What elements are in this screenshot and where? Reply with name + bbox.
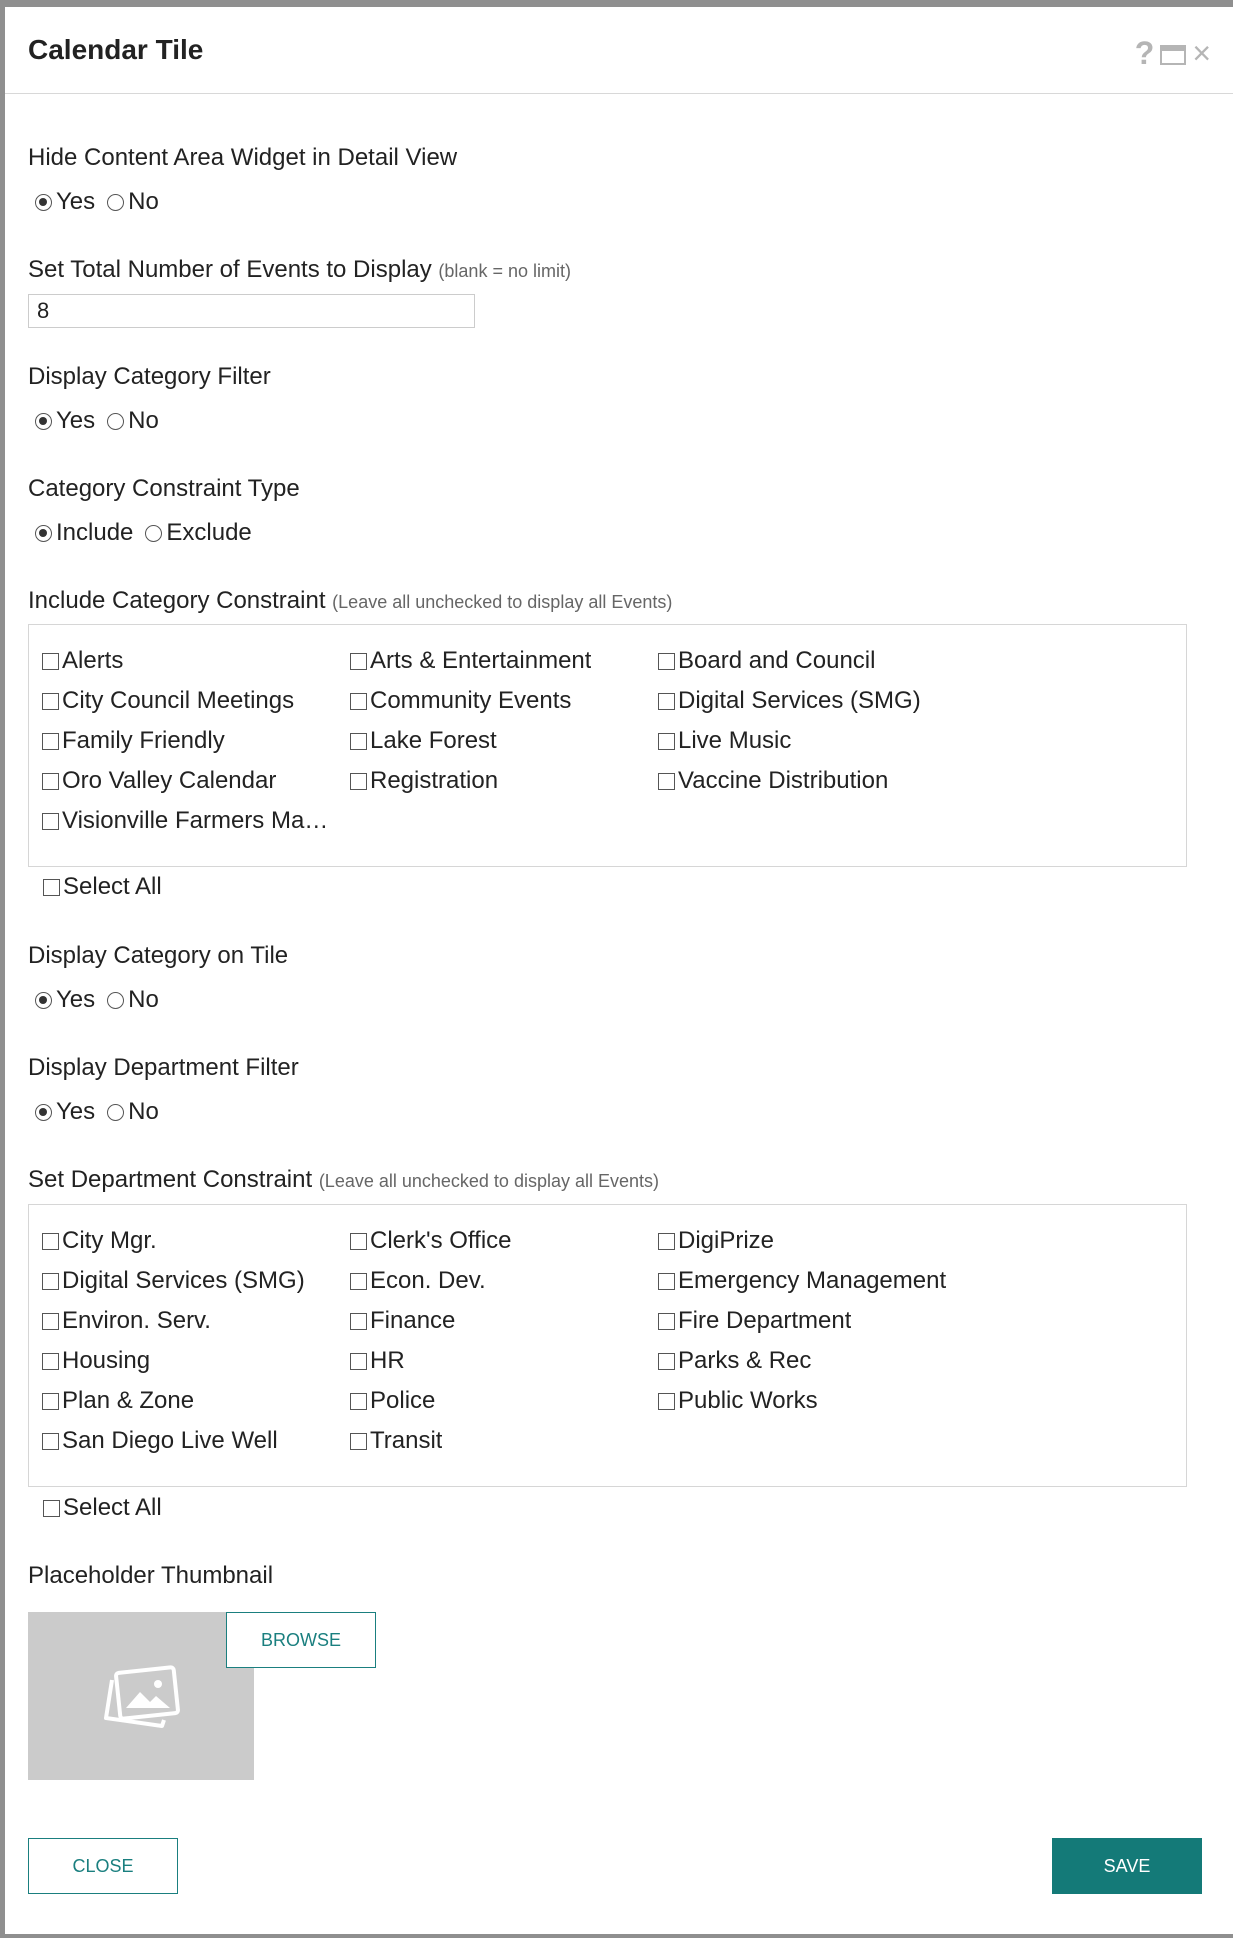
include-category-hint: (Leave all unchecked to display all Events): [332, 592, 673, 612]
option-label: Yes: [56, 1098, 96, 1125]
department-select-all[interactable]: [43, 1494, 162, 1522]
category-on-tile-no-option[interactable]: [107, 986, 159, 1014]
select-all-checkbox[interactable]: [43, 1500, 60, 1517]
total-events-input[interactable]: [28, 294, 475, 328]
dialog-title: Calendar Tile: [28, 34, 204, 65]
option-label: No: [128, 986, 159, 1013]
checkbox[interactable]: [42, 653, 59, 670]
checkbox-item[interactable]: [42, 807, 342, 835]
category-filter-no-option[interactable]: [107, 407, 159, 435]
checkbox[interactable]: [350, 773, 367, 790]
checkbox-item[interactable]: [42, 1267, 342, 1295]
checkbox[interactable]: [350, 1233, 367, 1250]
checkbox-item[interactable]: [350, 727, 650, 755]
option-label: Exclude: [166, 519, 252, 546]
checkbox[interactable]: [350, 1433, 367, 1450]
calendar-tile-dialog: [5, 7, 1233, 1934]
radio-include[interactable]: [35, 525, 52, 542]
checkbox-label: Vaccine Distribution: [678, 767, 889, 794]
department-filter-label-text: Display Department Filter: [28, 1054, 299, 1081]
checkbox-item[interactable]: [42, 1347, 342, 1375]
checkbox-label: Board and Council: [678, 647, 876, 674]
include-category-select-all[interactable]: [43, 873, 162, 901]
option-label: No: [128, 407, 159, 434]
checkbox-label: Alerts: [62, 647, 124, 674]
hide-widget-label-text: Hide Content Area Widget in Detail View: [28, 144, 458, 171]
checkbox[interactable]: [42, 813, 59, 830]
checkbox[interactable]: [42, 1353, 59, 1370]
checkbox-item[interactable]: [658, 1387, 958, 1415]
radio-no[interactable]: [107, 413, 124, 430]
checkbox-item[interactable]: [350, 687, 650, 715]
department-constraint-label: [28, 1166, 659, 1194]
constraint-type-label-text: Category Constraint Type: [28, 475, 300, 502]
total-events-hint: (blank = no limit): [438, 261, 571, 281]
checkbox-label: DigiPrize: [678, 1227, 775, 1254]
select-all-label: Select All: [63, 1494, 162, 1521]
checkbox[interactable]: [350, 733, 367, 750]
checkbox-item[interactable]: [658, 1267, 958, 1295]
checkbox-item[interactable]: [350, 1387, 650, 1415]
checkbox-item[interactable]: [42, 1427, 342, 1455]
checkbox-label: Community Events: [370, 687, 572, 714]
checkbox[interactable]: [658, 693, 675, 710]
checkbox-label: Family Friendly: [62, 727, 225, 754]
checkbox-item[interactable]: [658, 1347, 958, 1375]
select-all-checkbox[interactable]: [43, 879, 60, 896]
department-constraint-box: [28, 1204, 1187, 1487]
thumbnail-placeholder: [28, 1612, 254, 1780]
include-category-box: [28, 624, 1187, 867]
total-events-label-text: Set Total Number of Events to Display: [28, 256, 432, 283]
checkbox-item[interactable]: [350, 1267, 650, 1295]
department-constraint-grid: [42, 1205, 1186, 1486]
checkbox-item[interactable]: [658, 727, 958, 755]
radio-no[interactable]: [107, 992, 124, 1009]
checkbox-item[interactable]: [350, 1427, 650, 1455]
close-button[interactable]: CLOSE: [28, 1838, 178, 1894]
checkbox-item[interactable]: [42, 1387, 342, 1415]
option-label: No: [128, 188, 159, 215]
include-category-label: [28, 587, 672, 615]
option-label: No: [128, 1098, 159, 1125]
checkbox-label: City Council Meetings: [62, 687, 295, 714]
help-icon[interactable]: ?: [1134, 35, 1155, 71]
checkbox[interactable]: [658, 653, 675, 670]
radio-no[interactable]: [107, 1104, 124, 1121]
checkbox-label: Transit: [370, 1427, 443, 1454]
hide-widget-radio-group: [35, 188, 171, 216]
checkbox[interactable]: [350, 1353, 367, 1370]
checkbox-item[interactable]: [350, 1227, 650, 1255]
checkbox[interactable]: [658, 1233, 675, 1250]
radio-yes[interactable]: [35, 413, 52, 430]
include-category-grid: [42, 625, 1186, 866]
radio-exclude[interactable]: [145, 525, 162, 542]
checkbox[interactable]: [658, 1273, 675, 1290]
checkbox-item[interactable]: [42, 727, 342, 755]
checkbox[interactable]: [42, 693, 59, 710]
checkbox-item[interactable]: [350, 1307, 650, 1335]
thumbnail-label-text: Placeholder Thumbnail: [28, 1562, 274, 1589]
checkbox-label: Arts & Entertainment: [370, 647, 592, 674]
checkbox-label: San Diego Live Well: [62, 1427, 278, 1454]
checkbox-item[interactable]: [42, 647, 342, 675]
checkbox-label: Parks & Rec: [678, 1347, 812, 1374]
constraint-type-label: [28, 475, 300, 503]
checkbox-label: Housing: [62, 1347, 151, 1374]
checkbox-label: Fire Department: [678, 1307, 852, 1334]
category-filter-label-text: Display Category Filter: [28, 363, 271, 390]
checkbox-label: Finance: [370, 1307, 456, 1334]
close-icon[interactable]: ×: [1192, 35, 1211, 71]
constraint-include-option[interactable]: [35, 519, 133, 547]
checkbox[interactable]: [350, 653, 367, 670]
department-constraint-label-text: Set Department Constraint: [28, 1166, 313, 1193]
checkbox[interactable]: [42, 733, 59, 750]
maximize-icon[interactable]: [1160, 45, 1186, 65]
checkbox[interactable]: [658, 773, 675, 790]
checkbox[interactable]: [658, 733, 675, 750]
radio-no[interactable]: [107, 194, 124, 211]
total-events-label: [28, 256, 571, 284]
category-on-tile-label-text: Display Category on Tile: [28, 942, 289, 969]
header-icons: [1135, 37, 1211, 69]
option-label: Yes: [56, 986, 96, 1013]
hide-widget-no-option[interactable]: [107, 188, 159, 216]
browse-button[interactable]: BROWSE: [226, 1612, 376, 1668]
category-filter-label: [28, 363, 271, 391]
checkbox[interactable]: [658, 1313, 675, 1330]
hide-widget-yes-option[interactable]: [35, 188, 95, 216]
department-constraint-hint: (Leave all unchecked to display all Events): [318, 1171, 660, 1191]
checkbox-label: Live Music: [678, 727, 792, 754]
checkbox-label: Public Works: [678, 1387, 818, 1414]
checkbox-item[interactable]: [658, 1307, 958, 1335]
department-filter-label: [28, 1054, 299, 1082]
checkbox[interactable]: [42, 1433, 59, 1450]
hide-widget-label: [28, 144, 457, 172]
checkbox[interactable]: [350, 1313, 367, 1330]
checkbox-label: Police: [370, 1387, 436, 1414]
constraint-type-radio-group: [35, 519, 264, 547]
option-label: Yes: [56, 188, 96, 215]
select-all-label: Select All: [63, 873, 162, 900]
checkbox-label: Lake Forest: [370, 727, 497, 754]
checkbox-item[interactable]: [658, 647, 958, 675]
dialog-header: [5, 7, 1233, 94]
include-category-label-text: Include Category Constraint: [28, 587, 326, 614]
checkbox-label: Econ. Dev.: [370, 1267, 486, 1294]
checkbox-item[interactable]: [658, 687, 958, 715]
radio-yes[interactable]: [35, 1104, 52, 1121]
department-filter-no-option[interactable]: [107, 1098, 159, 1126]
checkbox-item[interactable]: [350, 767, 650, 795]
option-label: Yes: [56, 407, 96, 434]
checkbox[interactable]: [42, 1273, 59, 1290]
checkbox-label: Digital Services (SMG): [678, 687, 921, 714]
checkbox-item[interactable]: [658, 767, 958, 795]
checkbox-label: Emergency Management: [678, 1267, 947, 1294]
checkbox-item[interactable]: [42, 687, 342, 715]
category-on-tile-label: [28, 942, 288, 970]
checkbox[interactable]: [350, 1273, 367, 1290]
checkbox-item[interactable]: [350, 1347, 650, 1375]
checkbox[interactable]: [42, 1233, 59, 1250]
checkbox-label: Clerk's Office: [370, 1227, 512, 1254]
thumbnail-label: [28, 1562, 273, 1590]
checkbox-label: Environ. Serv.: [62, 1307, 211, 1334]
checkbox-label: Plan & Zone: [62, 1387, 195, 1414]
checkbox[interactable]: [42, 1393, 59, 1410]
image-placeholder-icon: [100, 1662, 182, 1730]
checkbox-label: HR: [370, 1347, 405, 1374]
department-filter-yes-option[interactable]: [35, 1098, 95, 1126]
checkbox-item[interactable]: [42, 1307, 342, 1335]
category-filter-radio-group: [35, 407, 171, 435]
constraint-exclude-option[interactable]: [145, 519, 251, 547]
checkbox[interactable]: [350, 693, 367, 710]
checkbox[interactable]: [658, 1353, 675, 1370]
checkbox[interactable]: [658, 1393, 675, 1410]
checkbox-label: Visionville Farmers Ma…: [62, 807, 329, 834]
checkbox-label: Oro Valley Calendar: [62, 767, 277, 794]
checkbox[interactable]: [42, 773, 59, 790]
save-button[interactable]: SAVE: [1052, 1838, 1202, 1894]
radio-yes[interactable]: [35, 194, 52, 211]
option-label: Include: [56, 519, 134, 546]
checkbox[interactable]: [42, 1313, 59, 1330]
category-on-tile-yes-option[interactable]: [35, 986, 95, 1014]
department-filter-radio-group: [35, 1098, 171, 1126]
checkbox-item[interactable]: [350, 647, 650, 675]
category-on-tile-radio-group: [35, 986, 171, 1014]
checkbox-label: Registration: [370, 767, 499, 794]
checkbox-label: Digital Services (SMG): [62, 1267, 305, 1294]
checkbox-item[interactable]: [658, 1227, 958, 1255]
category-filter-yes-option[interactable]: [35, 407, 95, 435]
radio-yes[interactable]: [35, 992, 52, 1009]
checkbox-item[interactable]: [42, 1227, 342, 1255]
checkbox[interactable]: [350, 1393, 367, 1410]
checkbox-item[interactable]: [42, 767, 342, 795]
checkbox-label: City Mgr.: [62, 1227, 157, 1254]
